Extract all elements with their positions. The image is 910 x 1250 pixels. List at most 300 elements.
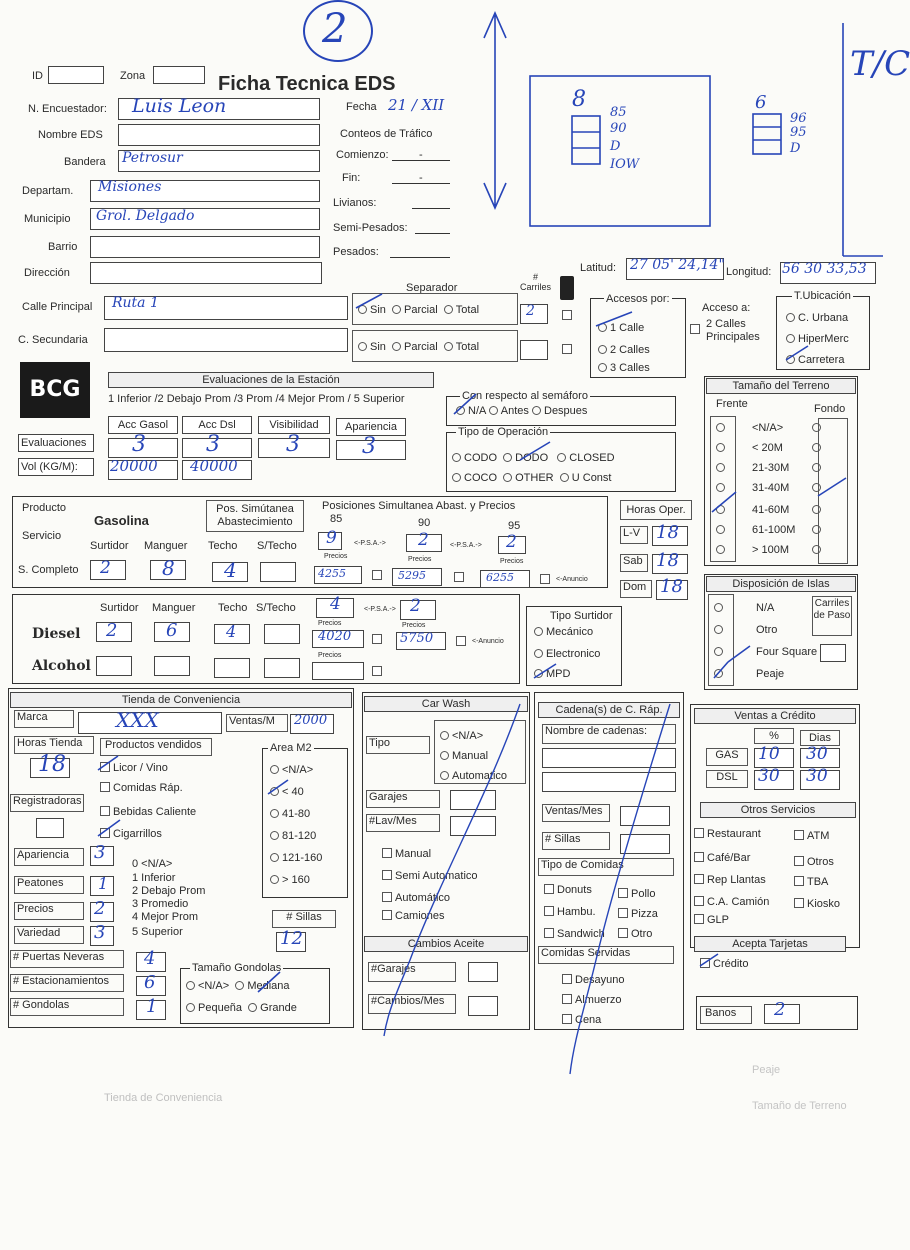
vol-label-box: [18, 458, 94, 476]
gas-anuncio-label: <-Anuncio: [556, 576, 588, 583]
scale-3: 3 Promedio: [132, 898, 189, 910]
area-4-radio[interactable]: [270, 853, 279, 862]
horas-tienda-value: 18: [38, 752, 66, 777]
sep2-sin-radio[interactable]: [358, 342, 367, 351]
accesos-mark: [590, 308, 640, 332]
credito-title: Ventas a Crédito: [694, 708, 856, 724]
islas-carriles-box: [812, 596, 852, 636]
horas-title-box: [620, 500, 692, 520]
conteos-title: Conteos de Tráfico: [340, 128, 433, 140]
alcohol-f3[interactable]: [214, 658, 250, 678]
credito-pct-header: [754, 728, 794, 744]
eval-value-1: 3: [132, 432, 146, 457]
otros-5-check[interactable]: [794, 876, 804, 886]
ubicacion-title: T.Ubicación: [794, 290, 851, 302]
gas-manguer-value: 8: [162, 556, 175, 580]
diesel-surtidor-value: 2: [106, 620, 118, 641]
departamento-value: Misiones: [98, 179, 162, 195]
gas-price-95: 6255: [486, 571, 514, 584]
diesel-anuncio-label: <-Anuncio: [472, 638, 504, 645]
diesel-col-surtidor: Surtidor: [100, 602, 139, 614]
op-closed-radio[interactable]: [557, 453, 566, 462]
otros-7: [794, 898, 840, 910]
otros-0-label: Restaurant: [707, 828, 761, 840]
credito-pct-label: %: [769, 730, 779, 742]
otros-4-label: Rep Llantas: [707, 874, 766, 886]
gtam-na-radio[interactable]: [186, 981, 195, 990]
longitud-value: 56 30 33,53: [782, 261, 867, 277]
gtam-mediana-radio[interactable]: [235, 981, 244, 990]
apariencia-label-box: [14, 848, 84, 866]
op-coco-radio[interactable]: [452, 473, 461, 482]
barrio-label: Barrio: [48, 241, 78, 253]
terreno-label-5: 61-100M: [752, 524, 796, 536]
ubicacion-mark: [782, 344, 812, 364]
semi-label: Semi-Pesados:: [333, 222, 408, 234]
id-label: ID: [32, 70, 43, 82]
accesos-2-radio[interactable]: [598, 345, 607, 354]
gas-anuncio-check-2[interactable]: [454, 572, 464, 582]
sep2-parcial-label: Parcial: [404, 341, 438, 353]
sep1-sin-label: Sin: [370, 304, 386, 316]
gtam-grande-radio[interactable]: [248, 1003, 257, 1012]
semaforo-mark: [450, 390, 480, 418]
carriles-field-2[interactable]: [520, 340, 548, 360]
traffic-light-icon: [560, 276, 574, 300]
terreno-row-6: [716, 544, 824, 556]
gas-price-85: 4255: [318, 567, 346, 580]
sillas-label-box: [272, 910, 336, 928]
surtidor-1-radio[interactable]: [534, 627, 543, 636]
terreno-fondo: Fondo: [814, 403, 846, 415]
page-number: 2: [322, 6, 348, 52]
form-title: Ficha Tecnica EDS: [218, 73, 396, 95]
gas-pos-85-value: 9: [326, 528, 337, 548]
accesos-2-label: 2 Calles: [610, 344, 650, 356]
area-2-radio[interactable]: [270, 809, 279, 818]
otros-8-label: GLP: [707, 914, 730, 926]
sketch-left-iow: IOW: [610, 157, 640, 172]
apariencia-value: 3: [94, 842, 106, 863]
op-dodo-label: DODO: [515, 452, 549, 464]
s-completo-label: S. Completo: [18, 564, 79, 576]
id-field[interactable]: [48, 66, 104, 84]
bcg-logo-text: BCG: [29, 377, 81, 402]
otros-4: [694, 874, 766, 886]
fecha-value: 21 / XII: [388, 96, 445, 114]
diesel-precios-1: Precios: [318, 620, 342, 627]
gas-price-90: 5295: [398, 569, 426, 582]
diesel-price-1: 4020: [318, 629, 352, 644]
otros-1-label: ATM: [807, 830, 830, 842]
calle-secundaria-field[interactable]: [104, 328, 348, 352]
evaluaciones-row-text: Evaluaciones: [21, 437, 87, 449]
alcohol-f2[interactable]: [154, 656, 190, 676]
gas-precios-2: Precios: [408, 556, 432, 563]
zona-field[interactable]: [153, 66, 205, 84]
ubicacion-2-radio[interactable]: [786, 334, 795, 343]
eval-value-3: 3: [286, 432, 300, 457]
otros-3-check[interactable]: [794, 856, 804, 866]
gas-col-techo: Techo: [208, 540, 238, 552]
area-2: [270, 808, 310, 820]
carwash-c1-label: Manual: [395, 848, 432, 860]
operacion-title: Tipo de Operación: [458, 426, 549, 438]
corner-note: T/C: [850, 44, 910, 84]
otros-1-check[interactable]: [794, 830, 804, 840]
alcohol-f4[interactable]: [264, 658, 300, 678]
terreno-title: Tamaño del Terreno: [706, 378, 856, 394]
sep-check-mark: [352, 292, 392, 314]
islas-carriles-field[interactable]: [820, 644, 846, 662]
otros-7-check[interactable]: [794, 898, 804, 908]
gtam-box: [180, 968, 330, 1024]
precios-label-box: [14, 902, 84, 920]
semaforo-despues-radio[interactable]: [532, 406, 541, 415]
variedad-value: 3: [94, 922, 106, 943]
gtam-row-2: [186, 1002, 297, 1014]
horas-sab-label: [620, 554, 648, 572]
diesel-pos-1-value: 4: [330, 594, 341, 614]
otros-5-label: TBA: [807, 876, 829, 888]
vol-value-1: 20000: [110, 457, 158, 475]
area-5-label: > 160: [282, 874, 310, 886]
cadena-t5-label: Sandwich: [557, 928, 605, 940]
evaluaciones-row-label: [18, 434, 94, 452]
zona-label: Zona: [120, 70, 146, 82]
diesel-price-2: 5750: [400, 631, 434, 646]
acceso-a-check[interactable]: [690, 324, 700, 334]
barrio-field[interactable]: [90, 236, 320, 258]
area-0: [270, 764, 313, 776]
traffic-check-2[interactable]: [562, 344, 572, 354]
terreno-label-1: < 20M: [752, 442, 783, 454]
op-codo-label: CODO: [464, 452, 497, 464]
surtidor-3-label: MPD: [546, 668, 571, 680]
tarjetas-mark: [698, 952, 722, 970]
surtidor-2-radio[interactable]: [534, 649, 543, 658]
site-sketch: [460, 8, 883, 268]
diesel-stecho-field[interactable]: [264, 624, 300, 644]
terreno-frente-radio-2[interactable]: [716, 463, 725, 472]
ghost-text-1: Tienda de Conveniencia: [104, 1092, 223, 1104]
gtam-pequena-label: Pequeña: [198, 1002, 243, 1014]
municipio-value: Grol. Delgado: [96, 208, 195, 224]
credito-dsl-label-box: [706, 770, 748, 788]
terreno-row-2: [716, 462, 824, 474]
bandera-label: Bandera: [64, 156, 106, 168]
gas-anuncio-check-1[interactable]: [372, 570, 382, 580]
carwash-o2-label: Manual: [452, 750, 489, 762]
gas-col-manguer: Manguer: [144, 540, 188, 552]
gas-psa-1: <-P.S.A.->: [354, 540, 386, 547]
op-other-label: OTHER: [515, 472, 554, 484]
credito-dsl-dias: 30: [806, 766, 828, 786]
estac-label-box: [10, 974, 124, 992]
carwash-o3-label: Automatico: [452, 770, 508, 782]
op-coco-label: COCO: [464, 472, 497, 484]
semi-line: [415, 233, 450, 234]
calle-principal-value: Ruta 1: [112, 295, 159, 311]
otros-2: [694, 852, 750, 864]
ubicacion-1-label: C. Urbana: [798, 312, 849, 324]
carwash-garajes-label: Garajes: [369, 791, 408, 803]
peatones-label-box: [14, 876, 84, 894]
islas-2-radio[interactable]: [714, 625, 723, 634]
longitud-label: Longitud:: [726, 266, 772, 278]
registradoras-label: Registradoras: [13, 795, 82, 807]
cadena-nombre-label: Nombre de cadenas:: [545, 725, 648, 737]
horas-sab-value: 18: [656, 550, 679, 571]
terreno-fondo-radio-1[interactable]: [812, 443, 821, 452]
fin-label: Fin:: [342, 172, 361, 184]
gtam-mark: [256, 970, 286, 996]
diesel-pos-2-value: 2: [410, 596, 421, 616]
terreno-row-1: [716, 442, 824, 454]
area-3-label: 81-120: [282, 830, 317, 842]
puertas-label-box: [10, 950, 124, 968]
puertas-label: # Puertas Neveras: [13, 951, 105, 963]
horas-lv-text: L-V: [623, 527, 641, 539]
terreno-label-3: 31-40M: [752, 482, 790, 494]
ventas-label: Ventas/M: [229, 715, 275, 727]
gtam-mediana-label: Mediana: [247, 980, 290, 992]
banos-label-box: [700, 1006, 752, 1024]
gas-precios-1: Precios: [324, 553, 348, 560]
otros-0-check[interactable]: [694, 828, 704, 838]
ubicacion-1-radio[interactable]: [786, 313, 795, 322]
sketch-left-90: 90: [610, 121, 627, 136]
terreno-fondo-radio-0[interactable]: [812, 423, 821, 432]
sketch-right-d: D: [790, 141, 801, 156]
horas-dom-value: 18: [660, 576, 683, 597]
scale-0: 0 <N/A>: [132, 858, 173, 870]
gas-surtidor-value: 2: [100, 558, 111, 578]
eval-value-4: 3: [362, 434, 376, 459]
surtidor-1-label: Mecánico: [546, 626, 594, 638]
sep1-parcial-label: Parcial: [404, 304, 438, 316]
sep2-total-label: Total: [455, 341, 480, 353]
diesel-anuncio-check-2[interactable]: [456, 636, 466, 646]
ventas-label-box: [226, 714, 288, 732]
precios-value: 2: [94, 898, 106, 919]
diesel-col-techo: Techo: [218, 602, 248, 614]
ghost-text-3: Tamaño de Terreno: [752, 1100, 847, 1112]
latitud-label: Latitud:: [580, 262, 617, 274]
semaforo-antes-radio[interactable]: [489, 406, 498, 415]
terreno-fondo-radio-6[interactable]: [812, 545, 821, 554]
otros-8: [694, 914, 729, 926]
sep2-parcial-radio[interactable]: [392, 342, 401, 351]
nombre-eds-field[interactable]: [118, 124, 320, 146]
gas-stecho-field[interactable]: [260, 562, 296, 582]
accesos-2: [598, 344, 650, 356]
carriles-value: 2: [526, 303, 535, 319]
carwash-c2-label: Semi Automatico: [395, 870, 478, 882]
surtidor-title: Tipo Surtidor: [550, 610, 613, 622]
area-3-radio[interactable]: [270, 831, 279, 840]
area-5: [270, 874, 310, 886]
gas-precios-3: Precios: [500, 558, 524, 565]
cadena-s2-label: Almuerzo: [575, 994, 622, 1006]
diesel-techo-value: 4: [226, 622, 237, 641]
otros-4-check[interactable]: [694, 874, 704, 884]
alcohol-precios: Precios: [318, 652, 342, 659]
islas-title: Disposición de Islas: [706, 576, 856, 592]
octano-95: 95: [508, 520, 521, 532]
banos-label: Banos: [705, 1007, 737, 1019]
credito-gas-dias: 30: [806, 744, 828, 764]
semaforo-despues-label: Despues: [544, 405, 588, 417]
islas-carriles-label: Carriles de Paso: [813, 598, 851, 621]
ghost-text-2: Peaje: [752, 1064, 781, 1076]
islas-mark: [710, 642, 770, 682]
prod-4-label: Cigarrillos: [113, 828, 162, 840]
diesel-label: Diesel: [32, 626, 81, 642]
area-3: [270, 830, 316, 842]
alcohol-anuncio-check[interactable]: [372, 666, 382, 676]
scale-1: 1 Inferior: [132, 872, 176, 884]
tarjetas-title: Acepta Tarjetas: [694, 936, 846, 952]
area-0-radio[interactable]: [270, 765, 279, 774]
islas-1-label: N/A: [756, 602, 775, 614]
op-dodo-radio[interactable]: [503, 453, 512, 462]
operacion-mark: [516, 440, 556, 464]
otros-7-label: Kiosko: [807, 898, 841, 910]
aceite-garajes-label: #Garajes: [371, 963, 416, 975]
traffic-check-1[interactable]: [562, 310, 572, 320]
otros-2-check[interactable]: [694, 852, 704, 862]
diesel-psa: <-P.S.A.->: [364, 606, 396, 613]
terreno-marks: [706, 476, 856, 516]
marca-label-box: [14, 710, 74, 728]
cadena-title: Cadena(s) de C. Ráp.: [538, 702, 680, 718]
terreno-frente-radio-6[interactable]: [716, 545, 725, 554]
carwash-tipo-label: Tipo: [369, 737, 390, 749]
banos-value: 2: [774, 999, 786, 1020]
estac-value: 6: [144, 972, 156, 993]
otros-3: [794, 856, 834, 868]
calle-secundaria-label: C. Secundaria: [18, 334, 88, 346]
sketch-right-count: 6: [755, 92, 767, 113]
ubicacion-2-label: HiperMerc: [798, 333, 849, 345]
carwash-title: Car Wash: [364, 696, 528, 712]
bcg-logo: [20, 362, 90, 418]
pos-sim-label: Pos. Simútanea Abastecimiento: [216, 503, 294, 528]
diesel-col-manguer: Manguer: [152, 602, 196, 614]
op-other-radio[interactable]: [503, 473, 512, 482]
horas-tienda-label: Horas Tienda: [17, 737, 83, 749]
nombre-eds-label: Nombre EDS: [38, 129, 103, 141]
sketch-right-96: 96: [790, 111, 807, 126]
gtam-title: Tamaño Gondolas: [192, 962, 282, 974]
area-5-radio[interactable]: [270, 875, 279, 884]
cadena-t1-label: Donuts: [557, 884, 592, 896]
diesel-precios-2: Precios: [402, 622, 426, 629]
horas-dom-label: [620, 580, 652, 598]
gas-techo-value: 4: [224, 558, 237, 582]
carwash-o1-label: <N/A>: [452, 730, 484, 742]
gondolas-label: # Gondolas: [13, 999, 70, 1011]
accesos-3-radio[interactable]: [598, 363, 607, 372]
islas-1-radio[interactable]: [714, 603, 723, 612]
otros-3-label: Otros: [807, 856, 834, 868]
vol-label: Vol (KG/M):: [21, 461, 78, 473]
sketch-left-d: D: [610, 139, 621, 154]
fecha-label: Fecha: [346, 101, 377, 113]
horas-sab-text: Sab: [623, 555, 643, 567]
direccion-label: Dirección: [24, 267, 70, 279]
pos-sim-box: [206, 500, 304, 532]
semaforo-antes-label: Antes: [500, 405, 529, 417]
fin-dash: -: [419, 172, 423, 184]
terreno-fondo-radio-5[interactable]: [812, 525, 821, 534]
terreno-frente-radio-0[interactable]: [716, 423, 725, 432]
sep2-total-radio[interactable]: [444, 342, 453, 351]
sep1-parcial-radio[interactable]: [392, 305, 401, 314]
alcohol-price-field[interactable]: [312, 662, 364, 680]
sep1-total-radio[interactable]: [444, 305, 453, 314]
accesos-title: Accesos por:: [606, 293, 670, 305]
eval-col-acc-dsl-label: Acc Dsl: [198, 419, 236, 431]
aceite-title: Cambios Aceite: [364, 936, 528, 952]
ubicacion-1: [786, 312, 848, 324]
diesel-col-stecho: S/Techo: [256, 602, 296, 614]
gas-anuncio-check-3[interactable]: [540, 574, 550, 584]
gasolina-label: Gasolina: [94, 513, 149, 528]
terreno-frente-radio-1[interactable]: [716, 443, 725, 452]
scale-2: 2 Debajo Prom: [132, 885, 206, 897]
cadena-tipo-label: Tipo de Comidas: [541, 859, 624, 871]
peatones-label: Peatones: [17, 877, 64, 889]
alcohol-f1[interactable]: [96, 656, 132, 676]
direccion-field[interactable]: [90, 262, 322, 284]
diesel-anuncio-check-1[interactable]: [372, 634, 382, 644]
scale-5: 5 Superior: [132, 926, 183, 938]
registradoras-field[interactable]: [36, 818, 64, 838]
area-title: Area M2: [270, 742, 312, 754]
carriles-title: # Carriles: [520, 272, 552, 292]
encuestador-label: N. Encuestador:: [28, 103, 107, 115]
horas-lv-value: 18: [656, 522, 679, 543]
otros-6-check[interactable]: [694, 896, 704, 906]
diesel-manguer-value: 6: [166, 620, 178, 641]
area-0-label: <N/A>: [282, 764, 314, 776]
terreno-label-6: > 100M: [752, 544, 789, 556]
horas-dom-text: Dom: [623, 581, 647, 593]
horas-lv-label: [620, 526, 648, 544]
prod-1-label: Licor / Vino: [113, 762, 168, 774]
area-4-label: 121-160: [282, 852, 323, 864]
semaforo-na-label: N/A: [468, 405, 486, 417]
terreno-frente-radio-5[interactable]: [716, 525, 725, 534]
carwash-c3-label: Automático: [395, 892, 451, 904]
gas-col-surtidor: Surtidor: [90, 540, 129, 552]
livianos-line: [412, 208, 450, 209]
cadena-sillas-label: # Sillas: [545, 833, 581, 845]
otros-6-label: C.A. Camión: [707, 896, 770, 908]
terreno-fondo-radio-2[interactable]: [812, 463, 821, 472]
op-codo-radio[interactable]: [452, 453, 461, 462]
cadena-s3-label: Cena: [575, 1014, 602, 1026]
scale-4: 4 Mejor Prom: [132, 911, 199, 923]
op-uconst-radio[interactable]: [560, 473, 569, 482]
otros-8-check[interactable]: [694, 914, 704, 924]
servicio-label: Servicio: [22, 530, 62, 542]
cadena-strike: [540, 700, 680, 1080]
gas-pos-95-value: 2: [506, 532, 517, 552]
gtam-pequena-radio[interactable]: [186, 1003, 195, 1012]
